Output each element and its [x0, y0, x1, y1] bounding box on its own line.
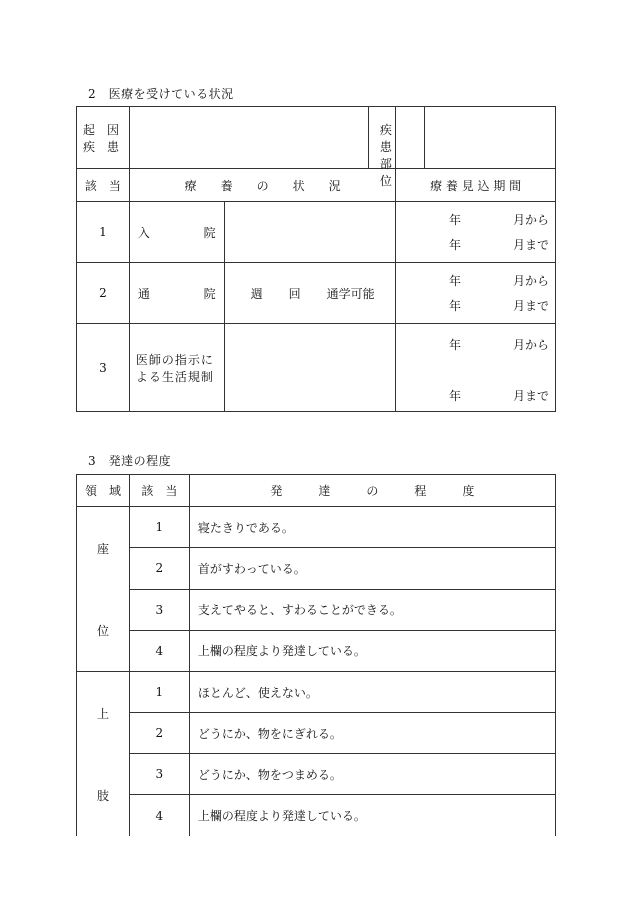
row-type-line1: 医師の指示に: [135, 352, 214, 367]
row-type-cell: [129, 202, 224, 263]
row-type-right: 院: [203, 225, 216, 240]
detail-week: 週: [250, 286, 263, 301]
medical-status-table: [76, 106, 556, 412]
cause-disease-label-cell: [77, 107, 130, 169]
to-month: 月まで: [512, 238, 549, 252]
row-type-left: 入: [137, 225, 150, 240]
cause-label-line1: 起 因: [83, 122, 120, 137]
domain-top: 座: [96, 541, 109, 556]
item-num: 2: [129, 548, 189, 589]
table-row: [77, 795, 556, 836]
header-domain: 領 域: [77, 475, 130, 507]
item-num: 2: [129, 713, 189, 754]
item-num: 3: [129, 754, 189, 795]
item-text: 首がすわっている。: [189, 548, 555, 589]
row-detail-cell: [224, 263, 396, 324]
site-label-line1: 疾 患: [379, 123, 404, 154]
row-period-cell: [396, 324, 556, 412]
table-row: [77, 263, 556, 324]
item-text: 上欄の程度より発達している。: [189, 630, 555, 671]
from-year: 年: [449, 213, 462, 227]
site-value-cell: [396, 107, 556, 169]
inner-divider-2: [424, 107, 425, 168]
detail-times: 回: [288, 286, 301, 301]
development-table: [76, 474, 556, 836]
item-num: 4: [129, 795, 189, 836]
table-row: [77, 202, 556, 263]
site-label: [380, 121, 404, 189]
header-period: 療 養 見 込 期 間: [396, 169, 556, 202]
from-month: 月から: [512, 213, 549, 227]
to-month: 月まで: [512, 299, 549, 313]
header-status: 療 養 の 状 況: [129, 169, 395, 202]
table-row: [77, 672, 556, 713]
item-text: ほとんど、使えない。: [189, 672, 555, 713]
table-row: [77, 589, 556, 630]
from-month: 月から: [512, 274, 549, 288]
row-num: 3: [77, 324, 130, 412]
row-num: 1: [77, 202, 130, 263]
table-row: [77, 713, 556, 754]
from-year: 年: [449, 338, 462, 352]
row-type-line2: よる生活規制: [135, 369, 214, 384]
row-period-cell: [396, 202, 556, 263]
table-row: [77, 324, 556, 412]
item-text: どうにか、物をつまめる。: [189, 754, 555, 795]
to-year: 年: [449, 299, 462, 313]
from-month: 月から: [512, 338, 549, 352]
table-row: [77, 507, 556, 548]
row-period-cell: [396, 263, 556, 324]
from-year: 年: [449, 274, 462, 288]
site-label-line2: 部 位: [379, 157, 404, 188]
row-type-cell: [129, 324, 224, 412]
domain-bottom: 位: [96, 623, 109, 638]
row-type-cell: [129, 263, 224, 324]
domain-top: 上: [96, 706, 109, 721]
item-text: どうにか、物をにぎれる。: [189, 713, 555, 754]
section2-heading: 2 医療を受けている状況: [88, 87, 234, 101]
table-row: [77, 630, 556, 671]
table-row: [77, 754, 556, 795]
item-text: 上欄の程度より発達している。: [189, 795, 555, 836]
row-type-right: 院: [203, 286, 216, 301]
item-num: 4: [129, 630, 189, 671]
row-type-left: 通: [137, 286, 150, 301]
item-num: 3: [129, 589, 189, 630]
item-num: 1: [129, 507, 189, 548]
to-year: 年: [449, 238, 462, 252]
item-text: 寝たきりである。: [189, 507, 555, 548]
header-applicable: 該 当: [77, 169, 130, 202]
header-degree: 発 達 の 程 度: [189, 475, 555, 507]
row-num: 2: [77, 263, 130, 324]
item-text: 支えてやると、すわることができる。: [189, 589, 555, 630]
inner-divider: [368, 107, 369, 168]
row-detail: [224, 324, 396, 412]
to-year: 年: [449, 389, 462, 403]
domain-cell-sitting: [77, 507, 130, 672]
to-month: 月まで: [512, 389, 549, 403]
domain-cell-upper-limb: [77, 672, 130, 837]
detail-school: 通学可能: [326, 286, 375, 301]
domain-bottom: 肢: [96, 788, 109, 803]
section3-heading: 3 発達の程度: [88, 454, 172, 468]
header-applicable: 該 当: [129, 475, 189, 507]
cause-label-line2: 疾 患: [83, 139, 120, 154]
item-num: 1: [129, 672, 189, 713]
row-detail: [224, 202, 396, 263]
table-row: [77, 548, 556, 589]
